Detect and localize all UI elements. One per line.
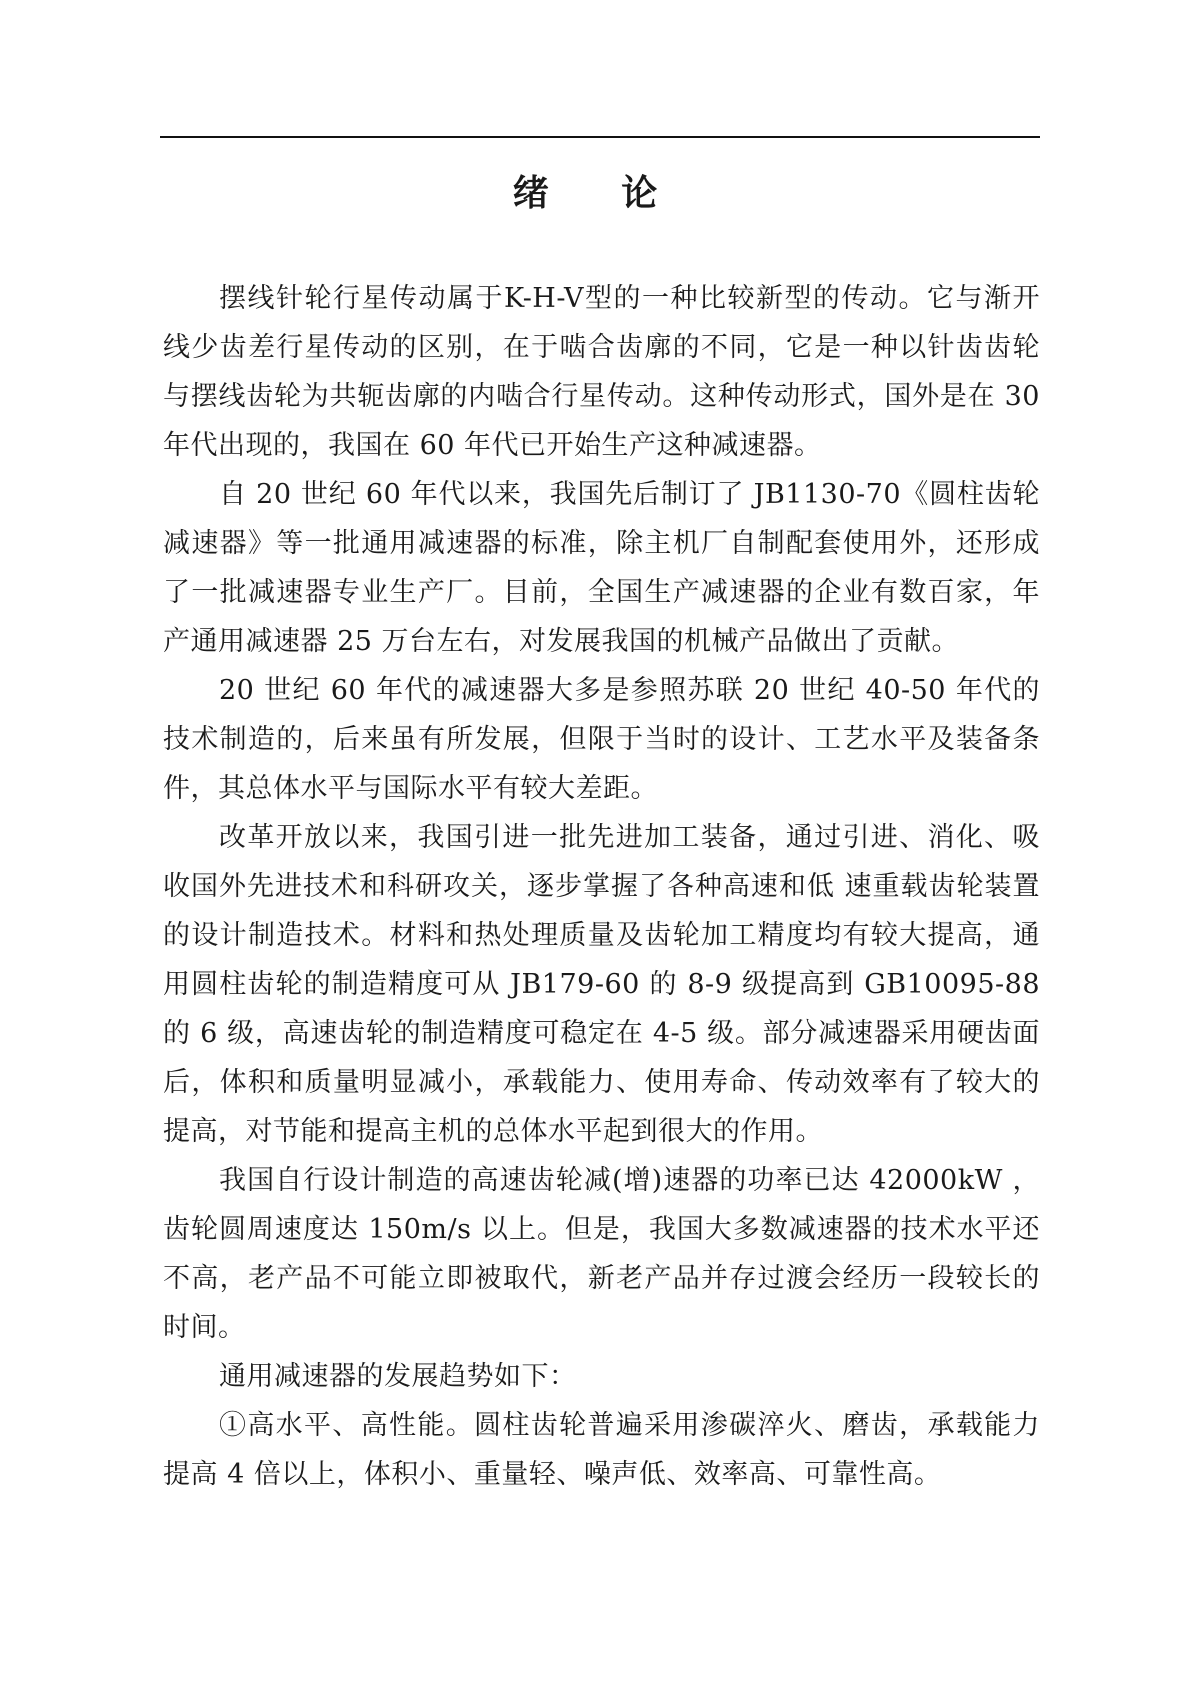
paragraph-trends-heading: 通用减速器的发展趋势如下： bbox=[219, 1361, 577, 1392]
paragraph-trend-1: ①高水平、高性能。圆柱齿轮普遍采用渗碳淬火、磨齿，承载能力提高 4 倍以上，体积小、重量轻、噪声低、效率高、可靠性高。 bbox=[163, 1410, 1040, 1490]
paragraph-standards: 自 20 世纪 60 年代以来，我国先后制订了 JB1130-70《圆柱齿轮减速器》等一批通用减速器的标准，除主机厂自制配套使用外，还形成了一批减速器专业生产厂。目前，全国生产减速器的企业有数百家，年产通用减速器 25 万台左右，对发展我国的机械产品做出了贡献。 bbox=[163, 479, 1040, 657]
chapter-title: 绪 论 bbox=[512, 173, 688, 214]
body-text bbox=[163, 274, 1040, 1499]
header-rule bbox=[160, 136, 1040, 138]
paragraph-high-speed: 我国自行设计制造的高速齿轮减(增)速器的功率已达 42000kW ，齿轮圆周速度达 150m/s 以上。但是，我国大多数减速器的技术水平还不高，老产品不可能立即被取代，新老产品并存过渡会经历一段较长的时间。 bbox=[163, 1165, 1040, 1343]
paragraph-history: 20 世纪 60 年代的减速器大多是参照苏联 20 世纪 40-50 年代的技术制造的，后来虽有所发展，但限于当时的设计、工艺水平及装备条件，其总体水平与国际水平有较大差距。 bbox=[163, 675, 1040, 804]
paragraph-reform: 改革开放以来，我国引进一批先进加工装备，通过引进、消化、吸收国外先进技术和科研攻关，逐步掌握了各种高速和低 速重载齿轮装置的设计制造技术。材料和热处理质量及齿轮加工精度均有较大提高，通用圆柱齿轮的制造精度可从 JB179-60 的 8-9 级提高到 GB10095-88 的 6 级，高速齿轮的制造精度可稳定在 4-5 级。部分减速器采用硬齿面后，体积和质量明显减小，承载能力、使用寿命、传动效率有了较大的提高，对节能和提高主机的总体水平起到很大的作用。 bbox=[163, 822, 1040, 1147]
paragraph-intro: 摆线针轮行星传动属于K-H-V型的一种比较新型的传动。它与渐开线少齿差行星传动的区别，在于啮合齿廓的不同，它是一种以针齿齿轮与摆线齿轮为共轭齿廓的内啮合行星传动。这种传动形式，国外是在 30 年代出现的，我国在 60 年代已开始生产这种减速器。 bbox=[163, 283, 1040, 461]
